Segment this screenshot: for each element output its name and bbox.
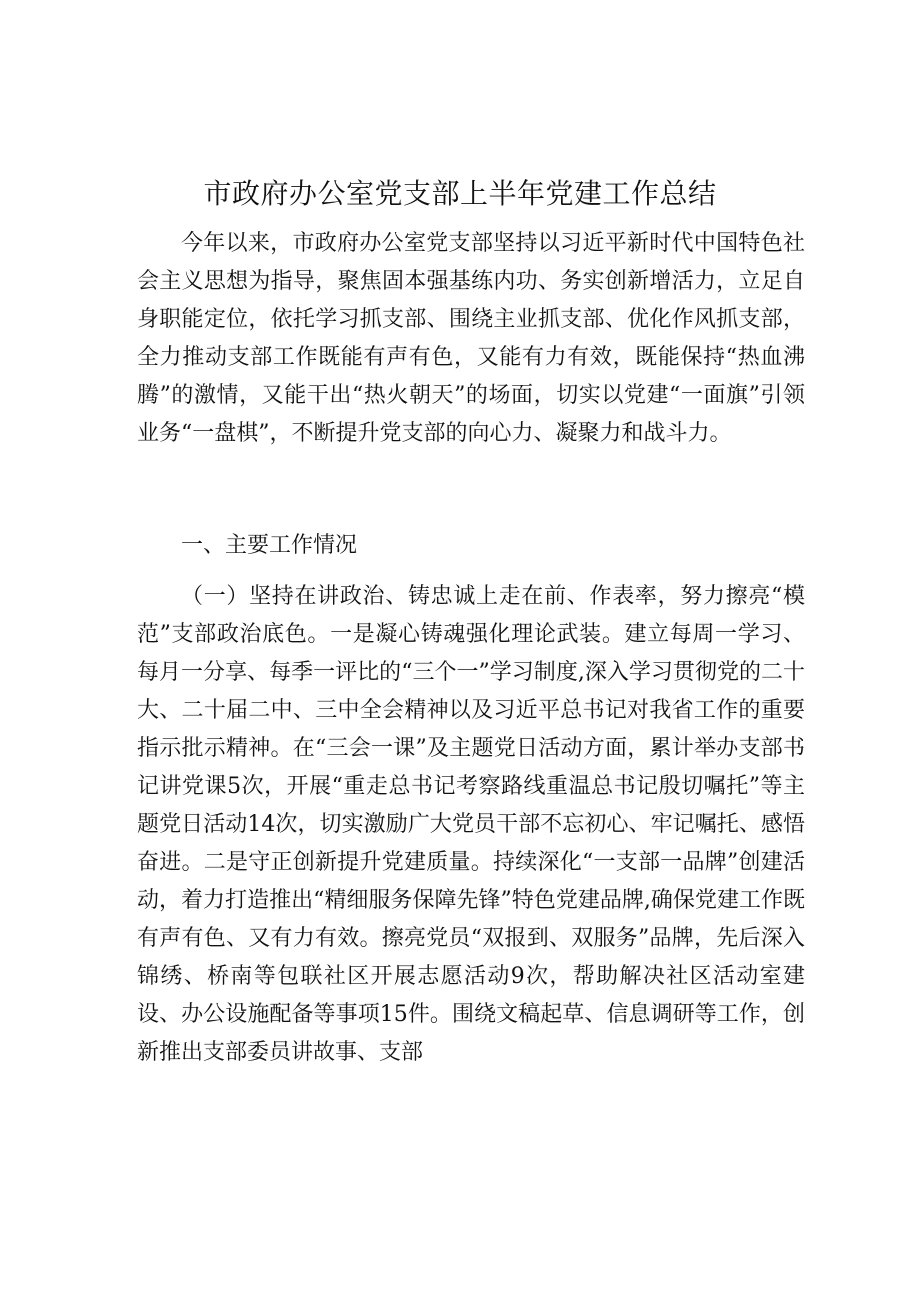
body-paragraph: （一）坚持在讲政治、铸忠诚上走在前、作表率，努力擦亮“模范”支部政治底色。一是凝心铸魂强化理论武装。建立每周一学习、每月一分享、每季一评比的“三个一”学习制度,深入学习贯彻党的二十大、二十届二中、三中全会精神以及习近平总书记对我省工作的重要指示批示精神。在“三会一课”及主题党日活动方面，累计举办支部书记讲党课5次，开展“重走总书记考察路线重温总书记殷切嘱托”等主题党日活动14次，切实激励广大党员干部不忘初心、牢记嘱托、感悟奋进。二是守正创新提升党建质量。持续深化“一支部一品牌”创建活动，着力打造推出“精细服务保障先锋”特色党建品牌,确保党建工作既有声有色、又有力有效。擦亮党员“双报到、双服务”品牌，先后深入锦绣、桥南等包联社区开展志愿活动9次，帮助解决社区活动室建设、办公设施配备等事项15件。围绕文稿起草、信息调研等工作，创新推出支部委员讲故事、支部 [137,584,805,1065]
intro-block [137,225,805,453]
section-heading: 一、主要工作情况 [181,533,358,558]
document-title: 市政府办公室党支部上半年党建工作总结 [203,177,717,210]
section-heading-block [137,527,805,565]
intro-paragraph: 今年以来，市政府办公室党支部坚持以习近平新时代中国特色社会主义思想为指导，聚焦固本强基练内功、务实创新增活力，立足自身职能定位，依托学习抓支部、围绕主业抓支部、优化作风抓支部，全力推动支部工作既能有声有色，又能有力有效，既能保持“热血沸腾”的激情，又能干出“热火朝天”的场面，切实以党建“一面旗”引领业务“一盘棋”，不断提升党支部的向心力、凝聚力和战斗力。 [137,231,805,446]
paragraph-block [137,578,805,1072]
